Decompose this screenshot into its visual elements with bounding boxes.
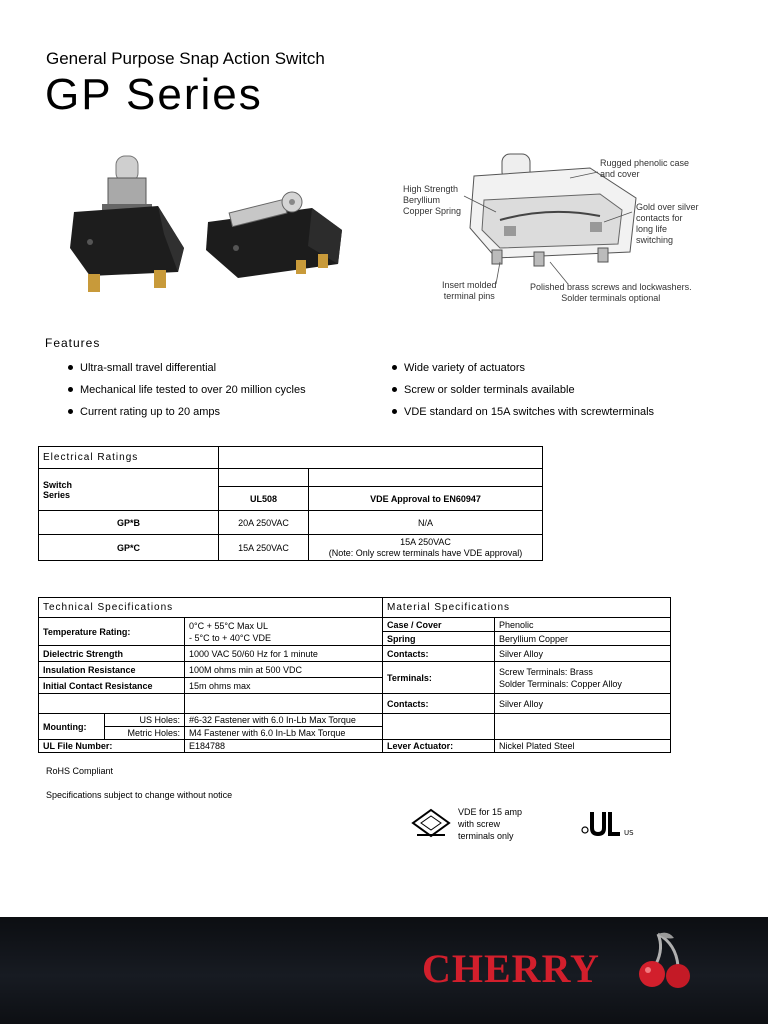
- row-series: GP*B: [39, 511, 219, 535]
- empty-cell: [219, 469, 309, 487]
- row-series: GP*C: [39, 535, 219, 561]
- contacts2-label: Contacts:: [383, 694, 495, 714]
- terminals-value: Screw Terminals: Brass Solder Terminals: Copper Alloy: [495, 662, 671, 694]
- contact-resistance-label: Initial Contact Resistance: [39, 678, 185, 694]
- electrical-heading: Electrical Ratings: [39, 447, 219, 469]
- col-switch-series: Switch Series: [39, 469, 219, 511]
- case-label: Case / Cover: [383, 618, 495, 632]
- label-screws: Polished brass screws and lockwashers. Solder terminals optional: [530, 282, 692, 303]
- feature-item: Current rating up to 20 amps: [66, 404, 306, 426]
- rohs-note: RoHS Compliant: [46, 766, 114, 776]
- row-ul: 20A 250VAC: [219, 511, 309, 535]
- lever-label: Lever Actuator:: [383, 740, 495, 753]
- document-subtitle: General Purpose Snap Action Switch: [46, 49, 325, 68]
- feature-item: Screw or solder terminals available: [390, 382, 654, 404]
- col-ul508: UL508: [219, 487, 309, 511]
- svg-text:US: US: [624, 829, 634, 837]
- technical-heading: Technical Specifications: [39, 598, 383, 618]
- contacts-label: Contacts:: [383, 646, 495, 662]
- label-terminal: Insert molded terminal pins: [442, 280, 497, 301]
- cutaway-diagram: [400, 150, 720, 310]
- ul-file-value: E184788: [185, 740, 383, 753]
- empty-cell: [219, 447, 543, 469]
- us-holes-value: #6-32 Fastener with 6.0 In-Lb Max Torque: [185, 714, 383, 727]
- features-right-list: [390, 360, 654, 426]
- spring-value: Beryllium Copper: [495, 632, 671, 646]
- empty-cell: [185, 694, 383, 714]
- lever-value: Nickel Plated Steel: [495, 740, 671, 753]
- vde-note: VDE for 15 amp with screw terminals only: [458, 807, 523, 841]
- contacts2-value: Silver Alloy: [495, 694, 671, 714]
- feature-item: Ultra-small travel differential: [66, 360, 306, 382]
- label-contacts: Gold over silver contacts for long life switching: [636, 202, 699, 245]
- dielectric-value: 1000 VAC 50/60 Hz for 1 minute: [185, 646, 383, 662]
- row-vde: 15A 250VAC (Note: Only screw terminals have VDE approval): [309, 535, 543, 561]
- col-vde: VDE Approval to EN60947: [309, 487, 543, 511]
- mounting-label: Mounting:: [39, 714, 105, 740]
- temp-label: Temperature Rating:: [39, 618, 185, 646]
- insulation-value: 100M ohms min at 500 VDC: [185, 662, 383, 678]
- metric-holes-value: M4 Fastener with 6.0 In-Lb Max Torque: [185, 727, 383, 740]
- cherry-logo: CHERRY: [422, 946, 600, 991]
- temp-value: 0°C + 55°C Max UL - 5°C to + 40°C VDE: [185, 618, 383, 646]
- empty-cell: [495, 714, 671, 740]
- features-left-list: [66, 360, 306, 426]
- material-heading: Material Specifications: [383, 598, 671, 618]
- spring-label: Spring: [383, 632, 495, 646]
- insulation-label: Insulation Resistance: [39, 662, 185, 678]
- us-holes-label: US Holes:: [105, 714, 185, 727]
- empty-cell: [309, 469, 543, 487]
- contacts-value: Silver Alloy: [495, 646, 671, 662]
- specifications-table: [38, 597, 671, 753]
- document-title: GP Series: [45, 70, 263, 119]
- dielectric-label: Dielectric Strength: [39, 646, 185, 662]
- ul-file-label: UL File Number:: [39, 740, 185, 753]
- contact-resistance-value: 15m ohms max: [185, 678, 383, 694]
- row-ul: 15A 250VAC: [219, 535, 309, 561]
- vde-mark-icon: [411, 808, 451, 838]
- row-vde: N/A: [309, 511, 543, 535]
- cherry-fruit-icon: [628, 930, 698, 995]
- electrical-ratings-table: [38, 446, 543, 561]
- label-spring: High Strength Beryllium Copper Spring: [403, 184, 462, 216]
- feature-item: Mechanical life tested to over 20 million cycles: [66, 382, 306, 404]
- features-heading: Features: [45, 336, 101, 350]
- feature-item: VDE standard on 15A switches with screwterminals: [390, 404, 654, 426]
- label-case: Rugged phenolic case and cover: [600, 158, 690, 179]
- switch-photo-roller: [204, 190, 346, 285]
- empty-cell: [39, 694, 185, 714]
- case-value: Phenolic: [495, 618, 671, 632]
- ul-mark-icon: [580, 808, 636, 838]
- change-note: Specifications subject to change without notice: [46, 790, 233, 800]
- terminals-label: Terminals:: [383, 662, 495, 694]
- feature-item: Wide variety of actuators: [390, 360, 654, 382]
- metric-holes-label: Metric Holes:: [105, 727, 185, 740]
- empty-cell: [383, 714, 495, 740]
- switch-photo-plunger: [68, 150, 188, 300]
